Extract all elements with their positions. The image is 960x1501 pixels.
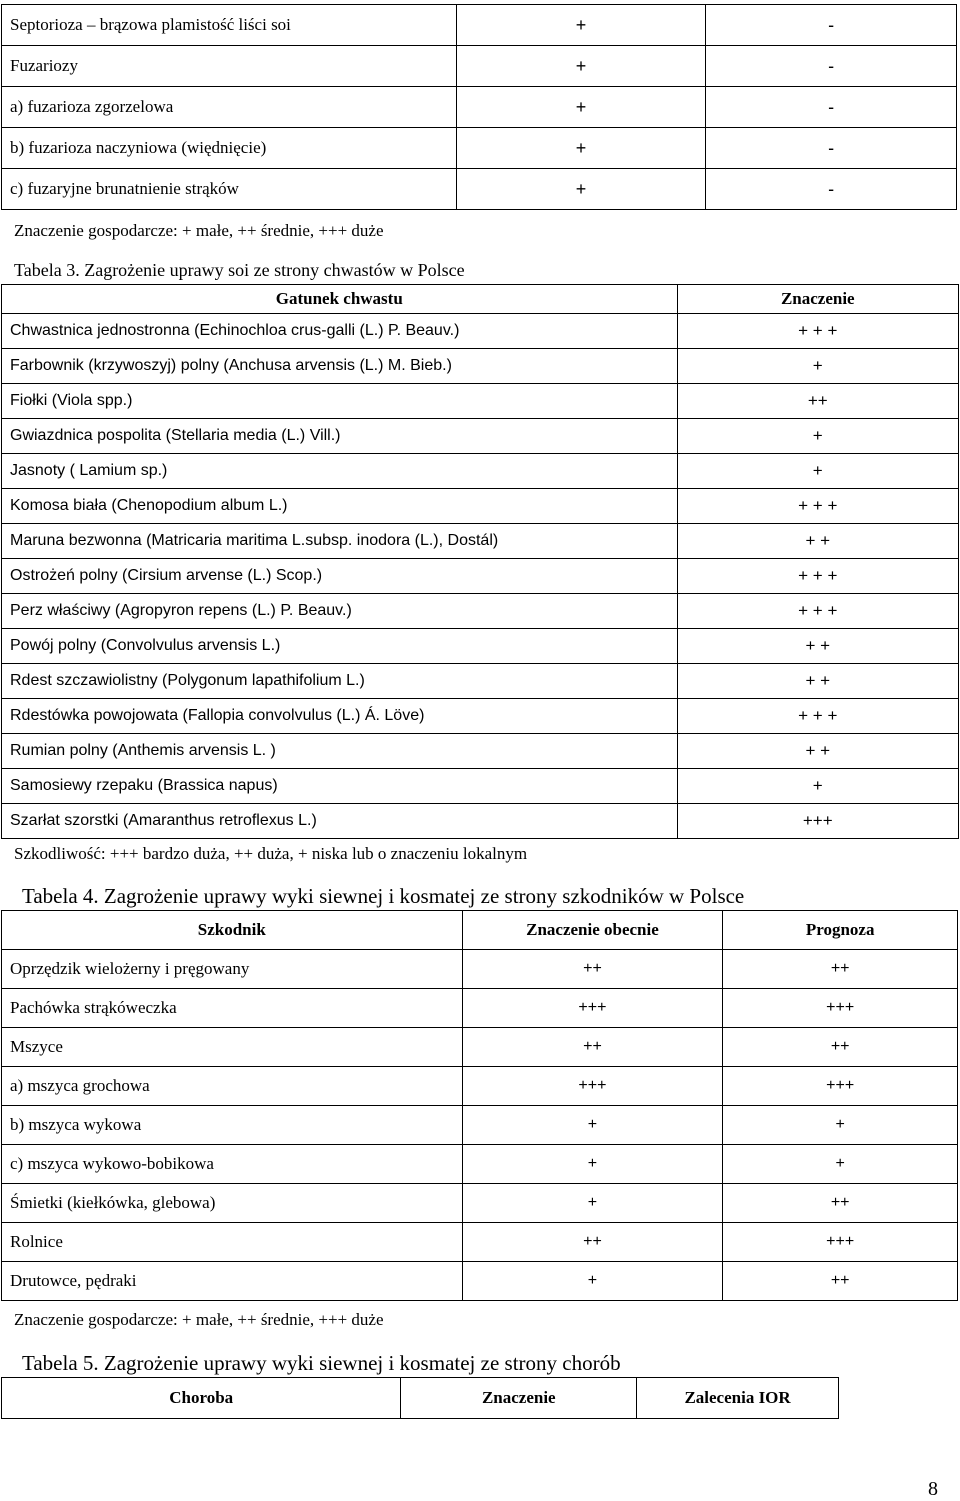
weed-name: Komosa biała (Chenopodium album L.) [2, 489, 678, 524]
importance-mark: - [706, 5, 957, 46]
weed-importance: + [677, 419, 958, 454]
current-importance: +++ [462, 1067, 723, 1106]
table-row [2, 594, 959, 629]
weed-name: Rdestówka powojowata (Fallopia convolvulus (L.) Á. Löve) [2, 699, 678, 734]
forecast: ++ [723, 1028, 958, 1067]
forecast: ++ [723, 1184, 958, 1223]
forecast: ++ [723, 950, 958, 989]
table4-caption: Tabela 4. Zagrożenie uprawy wyki siewnej i kosmatej ze strony szkodników w Polsce [22, 884, 745, 908]
pest-name: c) mszyca wykowo-bobikowa [2, 1145, 463, 1184]
header-weed-species: Gatunek chwastu [2, 285, 678, 314]
importance-mark: - [706, 128, 957, 169]
weeds-table-body [2, 314, 959, 839]
table3-caption: Tabela 3. Zagrożenie uprawy soi ze strony chwastów w Polsce [14, 260, 465, 280]
current-importance: + [462, 1262, 723, 1301]
table-row [2, 664, 959, 699]
table-row [2, 128, 957, 169]
weed-name: Rdest szczawiolistny (Polygonum lapathifolium L.) [2, 664, 678, 699]
current-importance: ++ [462, 1223, 723, 1262]
table-row [2, 699, 959, 734]
disease-name: Septorioza – brązowa plamistość liści soi [2, 5, 457, 46]
weed-importance: + + [677, 629, 958, 664]
forecast: + [723, 1106, 958, 1145]
legend-economic-importance-2: Znaczenie gospodarcze: + małe, ++ średnie, +++ duże [14, 1310, 384, 1329]
importance-mark: - [706, 46, 957, 87]
table-row [2, 5, 957, 46]
table-row [2, 1223, 958, 1262]
weed-importance: + + [677, 664, 958, 699]
forecast: +++ [723, 1067, 958, 1106]
header-disease: Choroba [2, 1378, 401, 1419]
current-importance: ++ [462, 1028, 723, 1067]
table-row [2, 87, 957, 128]
weed-name: Szarłat szorstki (Amaranthus retroflexus L.) [2, 804, 678, 839]
table-row [2, 1184, 958, 1223]
header-importance: Znaczenie [677, 285, 958, 314]
page-number: 8 [928, 1478, 938, 1500]
table-row [2, 769, 959, 804]
weed-importance: + + + [677, 699, 958, 734]
current-importance: ++ [462, 950, 723, 989]
forecast: + [723, 1145, 958, 1184]
header-current-importance: Znaczenie obecnie [462, 911, 723, 950]
weed-importance: + [677, 454, 958, 489]
legend-economic-importance: Znaczenie gospodarcze: + małe, ++ średnie, +++ duże [14, 221, 384, 240]
pest-name: Pachówka strąkóweczka [2, 989, 463, 1028]
table-row [2, 1028, 958, 1067]
table-row [2, 1262, 958, 1301]
table-row [2, 950, 958, 989]
weed-name: Fiołki (Viola spp.) [2, 384, 678, 419]
table-row [2, 419, 959, 454]
pests-table-body [2, 950, 958, 1301]
forecast: +++ [723, 1223, 958, 1262]
weed-name: Rumian polny (Anthemis arvensis L. ) [2, 734, 678, 769]
weed-importance: + + + [677, 489, 958, 524]
current-importance: + [462, 1106, 723, 1145]
weed-importance: + + + [677, 314, 958, 349]
table-row [2, 804, 959, 839]
disease-name: a) fuzarioza zgorzelowa [2, 87, 457, 128]
weed-importance: + + + [677, 594, 958, 629]
weed-importance: + [677, 769, 958, 804]
current-importance: + [462, 1184, 723, 1223]
pest-name: Mszyce [2, 1028, 463, 1067]
table-row [2, 314, 959, 349]
weeds-table [1, 284, 959, 839]
table-row [2, 349, 959, 384]
table-row [2, 629, 959, 664]
weed-name: Perz właściwy (Agropyron repens (L.) P. Beauv.) [2, 594, 678, 629]
table-row [2, 524, 959, 559]
disease-table-continuation [1, 4, 957, 210]
forecast: ++ [723, 1262, 958, 1301]
table-row [2, 559, 959, 594]
weed-name: Maruna bezwonna (Matricaria maritima L.subsp. inodora (L.), Dostál) [2, 524, 678, 559]
disease-name: b) fuzarioza naczyniowa (więdnięcie) [2, 128, 457, 169]
pest-name: Drutowce, pędraki [2, 1262, 463, 1301]
weed-importance: + + + [677, 559, 958, 594]
table-row [2, 384, 959, 419]
pest-name: Śmietki (kiełkówka, glebowa) [2, 1184, 463, 1223]
importance-mark: + [456, 5, 706, 46]
table-row [2, 454, 959, 489]
importance-mark: - [706, 169, 957, 210]
pest-name: Rolnice [2, 1223, 463, 1262]
pest-name: Oprzędzik wielożerny i pręgowany [2, 950, 463, 989]
forecast: +++ [723, 989, 958, 1028]
table-row [2, 169, 957, 210]
table-row [2, 1145, 958, 1184]
header-importance-t5: Znaczenie [401, 1378, 637, 1419]
table-row [2, 989, 958, 1028]
weed-importance: + [677, 349, 958, 384]
weed-importance: + + [677, 524, 958, 559]
weed-name: Farbownik (krzywoszyj) polny (Anchusa arvensis (L.) M. Bieb.) [2, 349, 678, 384]
table-row [2, 1067, 958, 1106]
pest-name: a) mszyca grochowa [2, 1067, 463, 1106]
weed-name: Gwiazdnica pospolita (Stellaria media (L.) Vill.) [2, 419, 678, 454]
legend-harmfulness: Szkodliwość: +++ bardzo duża, ++ duża, + niska lub o znaczeniu lokalnym [14, 844, 528, 863]
diseases-table [1, 1377, 839, 1419]
weed-name: Samosiewy rzepaku (Brassica napus) [2, 769, 678, 804]
weed-importance: + + [677, 734, 958, 769]
importance-mark: + [456, 46, 706, 87]
importance-mark: + [456, 169, 706, 210]
importance-mark: + [456, 128, 706, 169]
pests-table [1, 910, 958, 1301]
header-pest: Szkodnik [2, 911, 463, 950]
importance-mark: - [706, 87, 957, 128]
weed-name: Chwastnica jednostronna (Echinochloa crus-galli (L.) P. Beauv.) [2, 314, 678, 349]
current-importance: +++ [462, 989, 723, 1028]
importance-mark: + [456, 87, 706, 128]
pest-name: b) mszyca wykowa [2, 1106, 463, 1145]
table-row [2, 734, 959, 769]
weed-importance: ++ [677, 384, 958, 419]
header-ior-recommendations: Zalecenia IOR [637, 1378, 839, 1419]
weed-name: Powój polny (Convolvulus arvensis L.) [2, 629, 678, 664]
current-importance: + [462, 1145, 723, 1184]
weed-name: Jasnoty ( Lamium sp.) [2, 454, 678, 489]
table5-caption: Tabela 5. Zagrożenie uprawy wyki siewnej i kosmatej ze strony chorób [22, 1351, 621, 1375]
disease-table-body [2, 5, 957, 210]
table-row [2, 46, 957, 87]
weed-name: Ostrożeń polny (Cirsium arvense (L.) Scop.) [2, 559, 678, 594]
table-row [2, 1106, 958, 1145]
table-row [2, 489, 959, 524]
disease-name: Fuzariozy [2, 46, 457, 87]
weed-importance: +++ [677, 804, 958, 839]
disease-name: c) fuzaryjne brunatnienie strąków [2, 169, 457, 210]
header-forecast: Prognoza [723, 911, 958, 950]
